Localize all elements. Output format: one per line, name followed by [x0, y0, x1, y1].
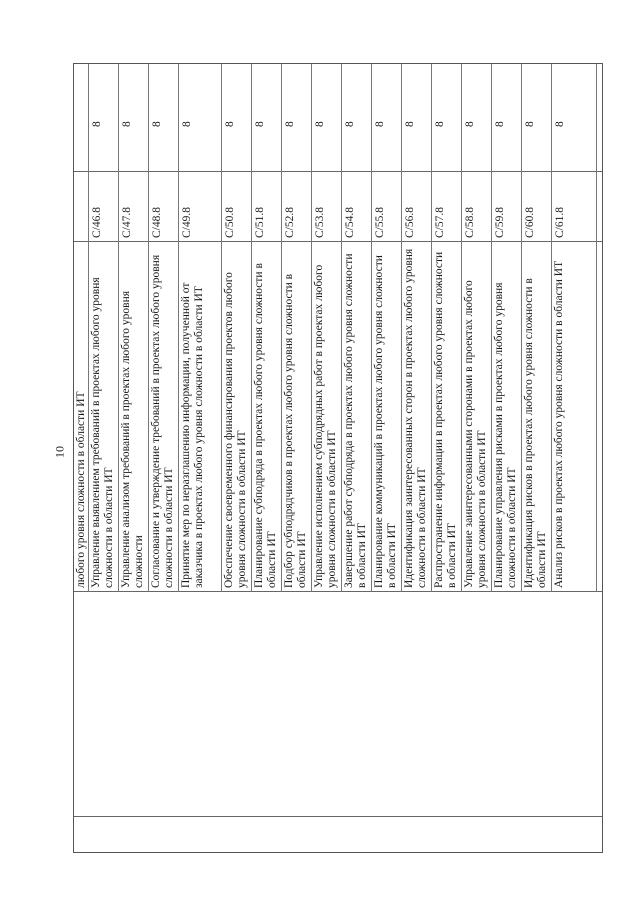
- qualification-level: 8: [344, 121, 356, 127]
- function-description: любого уровня сложности в области ИТ: [75, 391, 87, 588]
- function-code: C/46.8: [91, 207, 103, 238]
- function-code: C/49.8: [181, 207, 193, 238]
- function-description: Согласование и утверждение требований в проектах любого уровня сложности в области ИТ: [150, 254, 175, 588]
- function-code: C/55.8: [374, 207, 386, 238]
- function-code: C/57.8: [434, 207, 446, 238]
- table-row: [282, 64, 312, 592]
- table-row: [402, 64, 432, 592]
- function-description: Принятие мер по неразглашению информации, полученной от заказчика в проектах любого уровня сложности в области ИТ: [180, 282, 205, 588]
- table-row: [462, 64, 492, 592]
- function-code: C/61.8: [554, 207, 566, 238]
- table-row: [372, 64, 402, 592]
- function-description: Обеспечение своевременного финансирования проектов любого уровня сложности в области ИТ: [223, 272, 248, 588]
- function-description: Распространение информации в проектах любого уровня сложности в области ИТ: [433, 251, 458, 588]
- function-description: Идентификация рисков в проектах любого уровня сложности в области ИТ: [523, 278, 548, 588]
- function-description: Планирование управления рисками в проектах любого уровня сложности в области ИТ: [493, 282, 518, 588]
- qualification-level: 8: [554, 121, 566, 127]
- functions-table: [73, 63, 603, 853]
- function-description: Управление исполнением субподрядных работ в проектах любого уровня сложности в области ИТ: [313, 264, 338, 588]
- qualification-level: 8: [494, 121, 506, 127]
- rotated-table-wrapper: [73, 63, 603, 853]
- table-row: [522, 64, 552, 592]
- function-code: C/53.8: [314, 207, 326, 238]
- qualification-level: 8: [314, 121, 326, 127]
- table-rows: [74, 64, 597, 592]
- function-code: C/50.8: [224, 207, 236, 238]
- function-description: Анализ рисков в проектах любого уровня сложности в области ИТ: [553, 260, 565, 588]
- function-description: Завершение работ субподряда в проектах любого уровня сложности в области ИТ: [343, 253, 368, 588]
- function-description: Управление анализом требований в проектах любого уровня сложности: [120, 290, 145, 588]
- qualification-level: 8: [374, 121, 386, 127]
- function-code: C/60.8: [524, 207, 536, 238]
- function-description: Управление выявлением требований в проектах любого уровня сложности в области ИТ: [90, 277, 115, 588]
- qualification-level: 8: [434, 121, 446, 127]
- function-description: Идентификация заинтересованных сторон в проектах любого уровня сложности в области ИТ: [403, 248, 428, 588]
- qualification-level: 8: [254, 121, 266, 127]
- function-code: C/56.8: [404, 207, 416, 238]
- table-row: [252, 64, 282, 592]
- qualification-level: 8: [121, 121, 133, 127]
- page-number: 10: [52, 446, 67, 458]
- qualification-level: 8: [151, 121, 163, 127]
- table-row: [179, 64, 222, 592]
- qualification-level: 8: [464, 121, 476, 127]
- table-row: [74, 64, 89, 592]
- qualification-level: 8: [524, 121, 536, 127]
- qualification-level: 8: [224, 121, 236, 127]
- table-row: [432, 64, 462, 592]
- function-code: C/51.8: [254, 207, 266, 238]
- function-code: C/52.8: [284, 207, 296, 238]
- table-row: [312, 64, 342, 592]
- table-row: [222, 64, 252, 592]
- table-row: [492, 64, 522, 592]
- function-description: Планирование субподряда в проектах любого уровня сложности в области ИТ: [253, 263, 278, 588]
- qualification-level: 8: [91, 121, 103, 127]
- col-divider: [74, 816, 602, 817]
- table-row: [89, 64, 119, 592]
- function-code: C/59.8: [494, 207, 506, 238]
- function-code: C/54.8: [344, 207, 356, 238]
- table-row: [119, 64, 149, 592]
- function-description: Планирование коммуникаций в проектах любого уровня сложности в области ИТ: [373, 255, 398, 588]
- qualification-level: 8: [284, 121, 296, 127]
- function-description: Подбор субподрядчиков в проектах любого уровня сложности в области ИТ: [283, 273, 308, 588]
- qualification-level: 8: [404, 121, 416, 127]
- table-row: [149, 64, 179, 592]
- table-row: [342, 64, 372, 592]
- function-description: Управление заинтересованными сторонами в проектах любого уровня сложности в области ИТ: [463, 280, 488, 588]
- function-code: C/47.8: [121, 207, 133, 238]
- function-code: C/48.8: [151, 207, 163, 238]
- table-row: [552, 64, 597, 592]
- qualification-level: 8: [181, 121, 193, 127]
- function-code: C/58.8: [464, 207, 476, 238]
